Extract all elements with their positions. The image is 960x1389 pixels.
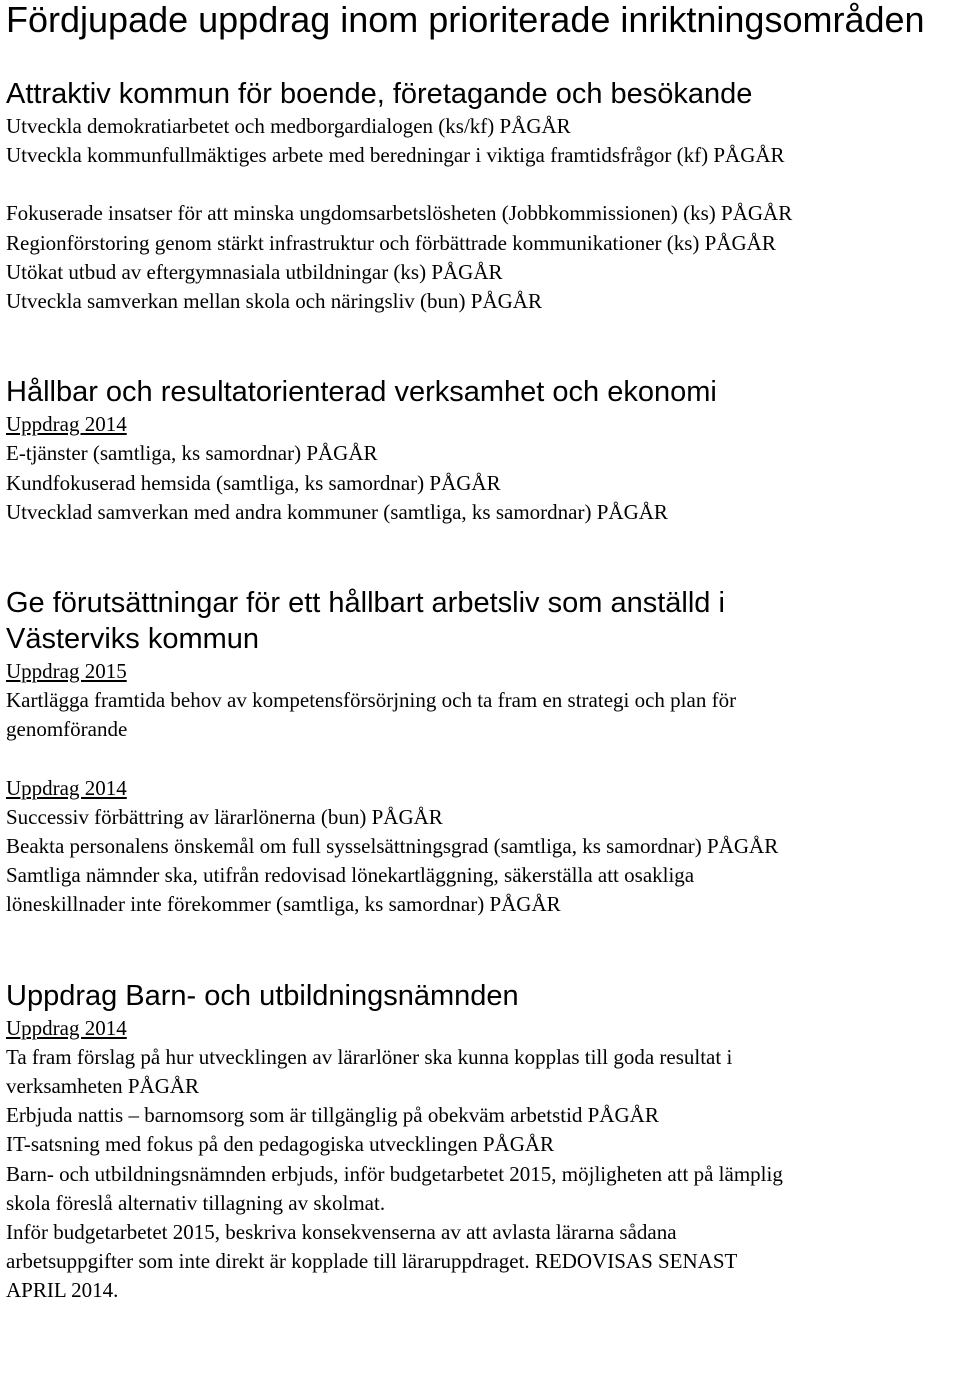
subheading-uppdrag: Uppdrag 2014 [6, 412, 127, 437]
section-heading-barn-utbildning: Uppdrag Barn- och utbildningsnämnden [6, 979, 519, 1012]
section-heading-hallbart-arbetsliv: Ge förutsättningar för ett hållbart arbetsliv som anställd i [6, 587, 725, 620]
list-item: Utökat utbud av eftergymnasiala utbildningar (ks) PÅGÅR [6, 259, 503, 284]
list-item: IT-satsning med fokus på den pedagogiska utvecklingen PÅGÅR [6, 1132, 555, 1157]
list-item: APRIL 2014. [6, 1278, 119, 1303]
list-item: skola föreslå alternativ tillagning av skolmat. [6, 1190, 386, 1215]
subheading-uppdrag: Uppdrag 2014 [6, 1015, 127, 1040]
list-item: Ta fram förslag på hur utvecklingen av lärarlöner ska kunna kopplas till goda resultat i [6, 1044, 733, 1069]
spacer [6, 920, 956, 978]
document-page [6, 0, 956, 1306]
spacer [6, 316, 956, 374]
list-item: Regionförstoring genom stärkt infrastruktur och förbättrade kommunikationer (ks) PÅGÅR [6, 230, 776, 255]
subheading-uppdrag: Uppdrag 2015 [6, 659, 127, 684]
list-item: verksamheten PÅGÅR [6, 1074, 200, 1099]
list-item: löneskillnader inte förekommer (samtliga, ks samordnar) PÅGÅR [6, 892, 561, 917]
list-item: E-tjänster (samtliga, ks samordnar) PÅGÅR [6, 441, 378, 466]
list-item: Utveckla demokratiarbetet och medborgardialogen (ks/kf) PÅGÅR [6, 114, 571, 138]
list-item: Fokuserade insatser för att minska ungdomsarbetslösheten (Jobbkommissionen) (ks) PÅGÅR [6, 201, 793, 226]
list-item: Utvecklad samverkan med andra kommuner (samtliga, ks samordnar) PÅGÅR [6, 499, 668, 524]
list-item: arbetsuppgifter som inte direkt är kopplade till läraruppdraget. REDOVISAS SENAST [6, 1249, 738, 1274]
section-heading-attraktiv-kommun: Attraktiv kommun för boende, företagande och besökande [6, 78, 753, 110]
list-item: genomförande [6, 717, 128, 742]
list-item: Utveckla samverkan mellan skola och näringsliv (bun) PÅGÅR [6, 289, 542, 314]
list-item: Utveckla kommunfullmäktiges arbete med beredningar i viktiga framtidsfrågor (kf) PÅGÅR [6, 143, 785, 168]
list-item: Kundfokuserad hemsida (samtliga, ks samordnar) PÅGÅR [6, 470, 501, 495]
spacer [6, 745, 956, 774]
list-item: Samtliga nämnder ska, utifrån redovisad lönekartläggning, säkerställa att osakliga [6, 863, 695, 888]
list-item: Erbjuda nattis – barnomsorg som är tillgänglig på obekväm arbetstid PÅGÅR [6, 1103, 659, 1128]
section-heading-hallbart-arbetsliv-cont: Västerviks kommun [6, 623, 260, 656]
spacer [6, 40, 956, 76]
list-item: Beakta personalens önskemål om full sysselsättningsgrad (samtliga, ks samordnar) PÅGÅR [6, 834, 779, 859]
list-item: Successiv förbättring av lärarlönerna (bun) PÅGÅR [6, 804, 443, 829]
list-item: Kartlägga framtida behov av kompetensförsörjning och ta fram en strategi och plan för [6, 688, 737, 713]
list-item: Barn- och utbildningsnämnden erbjuds, inför budgetarbetet 2015, möjligheten att på lämplig [6, 1161, 783, 1186]
subheading-uppdrag: Uppdrag 2014 [6, 775, 127, 800]
spacer [6, 170, 956, 199]
spacer [6, 527, 956, 585]
list-item: Inför budgetarbetet 2015, beskriva konsekvenserna av att avlasta lärarna sådana [6, 1220, 677, 1245]
section-heading-hallbar-verksamhet: Hållbar och resultatorienterad verksamhet och ekonomi [6, 376, 717, 409]
page-title: Fördjupade uppdrag inom prioriterade inriktningsområden [6, 0, 925, 40]
